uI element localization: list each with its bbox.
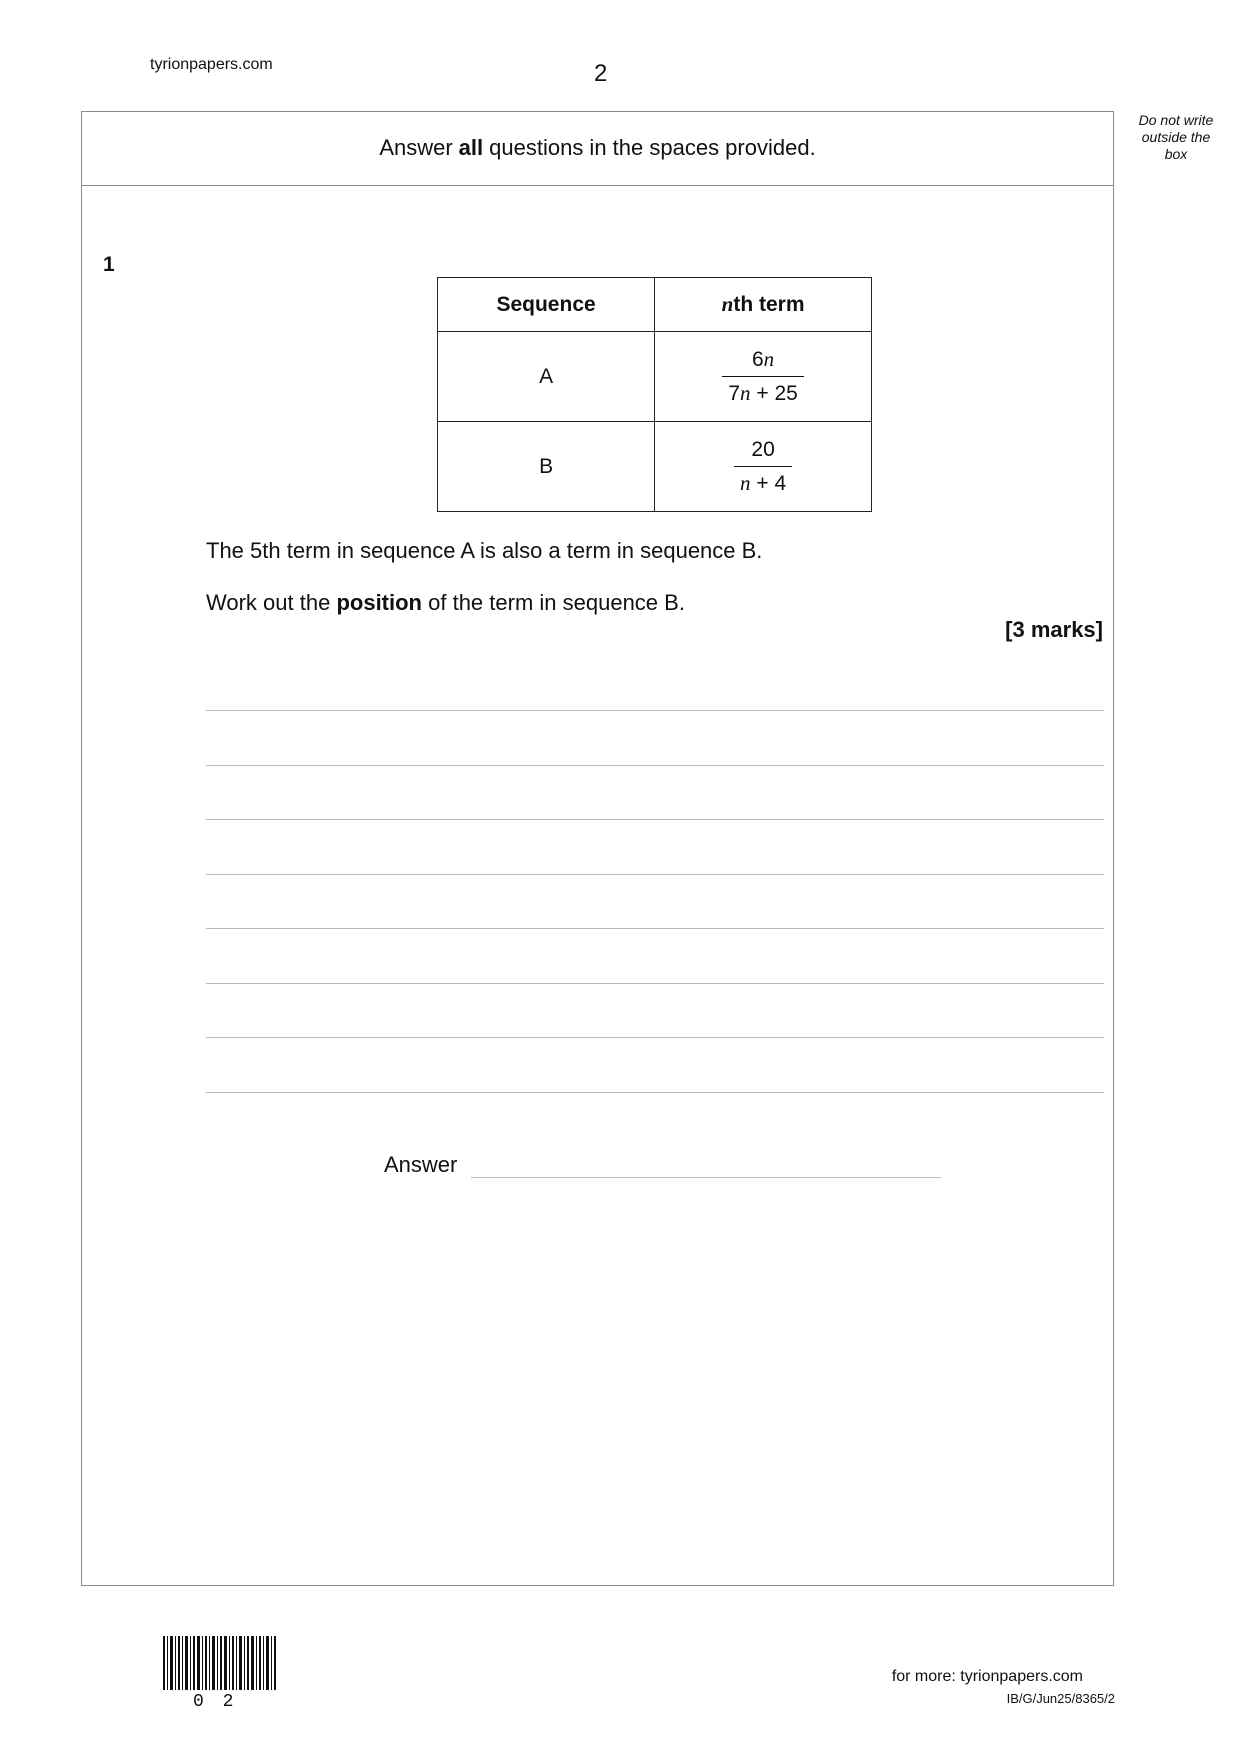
header-nth-term xyxy=(655,278,872,332)
row-a-label: A xyxy=(438,332,655,422)
answer-line[interactable] xyxy=(471,1177,941,1178)
marks-label: [3 marks] xyxy=(1005,617,1103,642)
den-a-suffix: + 25 xyxy=(750,382,798,405)
row-a-formula xyxy=(655,332,872,422)
table-row xyxy=(438,332,872,422)
working-line[interactable] xyxy=(206,819,1104,820)
fraction-a xyxy=(722,347,803,406)
header-var: n xyxy=(721,292,734,316)
table-row xyxy=(438,422,872,512)
fraction-b-denominator xyxy=(734,467,792,496)
working-line[interactable] xyxy=(206,710,1104,711)
fraction-b xyxy=(734,438,792,496)
row-b-label: B xyxy=(438,422,655,512)
header-sequence: Sequence xyxy=(438,278,655,332)
working-line[interactable] xyxy=(206,983,1104,984)
question-stem-1: The 5th term in sequence A is also a term in sequence B. xyxy=(206,538,763,563)
instruction-row xyxy=(81,111,1114,186)
row-b-formula xyxy=(655,422,872,512)
instruction-bold: all xyxy=(458,135,484,160)
header-site: tyrionpapers.com xyxy=(150,56,273,73)
header-nth-label: th term xyxy=(733,293,805,316)
stem2-bold: position xyxy=(336,590,422,615)
den-b-var: n xyxy=(740,470,751,495)
working-line[interactable] xyxy=(206,874,1104,875)
table-header-row xyxy=(438,278,872,332)
page-number: 2 xyxy=(594,60,608,87)
fraction-a-numerator xyxy=(746,347,780,376)
num-a-var: n xyxy=(763,347,775,371)
barcode-digits: 0 2 xyxy=(193,1692,238,1712)
den-b-suffix: + 4 xyxy=(750,471,787,495)
stem2-after: of the term in sequence B. xyxy=(428,590,685,615)
fraction-b-numerator xyxy=(745,438,780,466)
den-a-prefix: 7 xyxy=(728,382,741,405)
margin-note: Do not write outside the box xyxy=(1138,112,1214,162)
answer-label: Answer xyxy=(384,1152,458,1177)
num-a-coef: 6 xyxy=(751,348,764,371)
footer-code: IB/G/Jun25/8365/2 xyxy=(1006,1691,1115,1706)
den-a-var: n xyxy=(740,381,751,405)
working-line[interactable] xyxy=(206,765,1104,766)
footer-site: for more: tyrionpapers.com xyxy=(891,1668,1083,1685)
working-line[interactable] xyxy=(206,928,1104,929)
question-stem-2 xyxy=(206,590,685,616)
num-b-coef: 20 xyxy=(751,437,775,461)
fraction-a-denominator xyxy=(722,377,803,406)
instruction-after: questions in the spaces provided. xyxy=(489,135,816,160)
barcode-icon xyxy=(163,1636,277,1690)
sequence-table xyxy=(437,277,872,512)
instruction-before: Answer xyxy=(379,135,453,160)
question-number: 1 xyxy=(103,253,115,276)
working-line[interactable] xyxy=(206,1092,1104,1093)
stem2-before: Work out the xyxy=(206,590,331,615)
working-line[interactable] xyxy=(206,1037,1104,1038)
